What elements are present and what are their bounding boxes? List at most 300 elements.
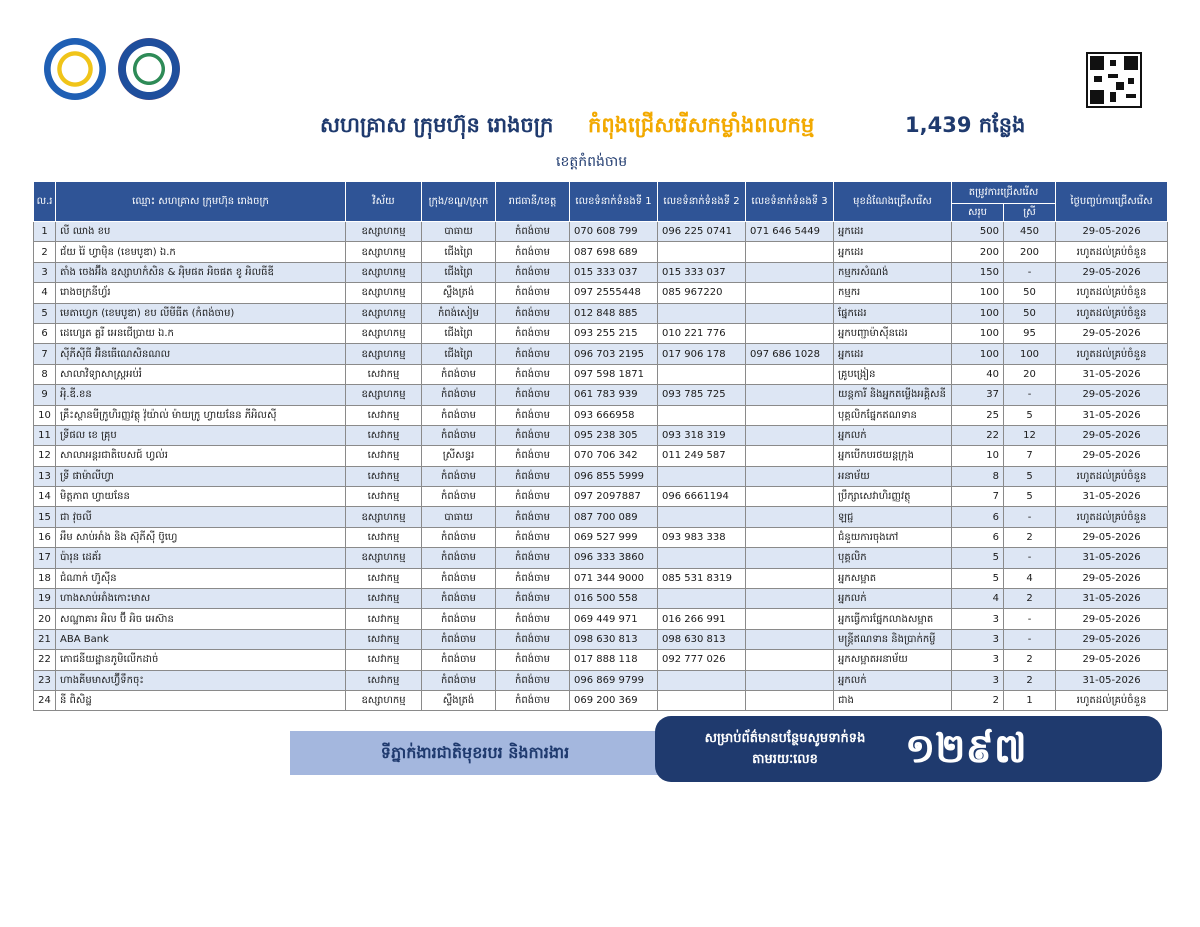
cell-position: គ្រូបង្រៀន: [834, 364, 952, 384]
cell-phone3: [746, 487, 834, 507]
cell-name: អុិ.ឌី.ខន: [56, 385, 346, 405]
cell-position: អនាម័យ: [834, 466, 952, 486]
cell-deadline: 31-05-2026: [1056, 548, 1168, 568]
cell-no: 24: [34, 690, 56, 710]
cell-district: បាធាយ: [422, 507, 496, 527]
cell-phone3: [746, 405, 834, 425]
cell-phone3: [746, 629, 834, 649]
cell-province: កំពង់ចាម: [496, 670, 570, 690]
cell-position: អ្នកលក់: [834, 589, 952, 609]
cell-total: 200: [952, 242, 1004, 262]
cell-phone2: 093 983 338: [658, 527, 746, 547]
cell-total: 6: [952, 507, 1004, 527]
cell-phone2: 085 967220: [658, 283, 746, 303]
cell-phone3: [746, 466, 834, 486]
cell-sector: ឧស្សាហកម្ម: [346, 385, 422, 405]
cell-name: ភោជនីយដ្ឋានភូមិលើកដាច់: [56, 650, 346, 670]
col-header-position: មុខដំណែងជ្រើសរើស: [834, 182, 952, 222]
cell-total: 7: [952, 487, 1004, 507]
hotline-banner: [655, 716, 1162, 782]
cell-phone3: [746, 385, 834, 405]
cell-no: 13: [34, 466, 56, 486]
cell-name: ជា វុចលី: [56, 507, 346, 527]
cell-position: អ្នកដេរ: [834, 242, 952, 262]
cell-no: 23: [34, 670, 56, 690]
cell-phone2: [658, 548, 746, 568]
cell-phone1: 015 333 037: [570, 262, 658, 282]
cell-no: 22: [34, 650, 56, 670]
cell-deadline: 29-05-2026: [1056, 262, 1168, 282]
cell-phone3: [746, 548, 834, 568]
cell-no: 17: [34, 548, 56, 568]
cell-position: កម្មករសំណង់: [834, 262, 952, 282]
cell-name: សាលាវិទ្យាសាស្ត្រអប់រំ: [56, 364, 346, 384]
cell-female: 4: [1004, 568, 1056, 588]
cell-position: យន្តការី និងអ្នកតម្លើងអគ្គិសនី: [834, 385, 952, 405]
cell-total: 40: [952, 364, 1004, 384]
cell-phone2: 093 785 725: [658, 385, 746, 405]
cell-no: 12: [34, 446, 56, 466]
page-title: [0, 110, 1200, 140]
cell-sector: ឧស្សាហកម្ម: [346, 507, 422, 527]
cell-total: 25: [952, 405, 1004, 425]
cell-total: 4: [952, 589, 1004, 609]
cell-no: 6: [34, 323, 56, 343]
table-row: [34, 548, 1168, 568]
cell-total: 37: [952, 385, 1004, 405]
cell-province: កំពង់ចាម: [496, 344, 570, 364]
cell-district: កំពង់ចាម: [422, 629, 496, 649]
cell-province: កំពង់ចាម: [496, 507, 570, 527]
cell-name: មិត្តភាព ហ្វាយនែន: [56, 487, 346, 507]
col-header-total: សរុប: [952, 204, 1004, 222]
cell-province: កំពង់ចាម: [496, 650, 570, 670]
cell-deadline: 31-05-2026: [1056, 364, 1168, 384]
cell-name: អឹម សាប់អាំង និង ស៊ុភីស៊ី ប៊ូហ្វេ: [56, 527, 346, 547]
cell-total: 100: [952, 303, 1004, 323]
cell-phone1: 097 598 1871: [570, 364, 658, 384]
cell-phone1: 061 783 939: [570, 385, 658, 405]
cell-sector: សេវាកម្ម: [346, 629, 422, 649]
hotline-label: សម្រាប់ព័ត៌មានបន្ថែមសូមទាក់ទងតាមរយៈលេខ: [704, 731, 866, 767]
cell-district: កំពង់ចាម: [422, 405, 496, 425]
cell-province: កំពង់ចាម: [496, 466, 570, 486]
cell-deadline: រហូតដល់គ្រប់ចំនួន: [1056, 344, 1168, 364]
cell-no: 14: [34, 487, 56, 507]
cell-female: -: [1004, 548, 1056, 568]
cell-province: កំពង់ចាម: [496, 690, 570, 710]
cell-female: 2: [1004, 589, 1056, 609]
cell-phone1: 070 608 799: [570, 222, 658, 242]
cell-female: 5: [1004, 487, 1056, 507]
cell-position: ប្រឹក្សាសេវាហិរញ្ញវត្ថុ: [834, 487, 952, 507]
cell-position: ជំនួយការចុងភៅ: [834, 527, 952, 547]
cell-deadline: 31-05-2026: [1056, 487, 1168, 507]
cell-phone3: [746, 568, 834, 588]
cell-province: កំពង់ចាម: [496, 446, 570, 466]
cell-name: សាលាអន្តរជាតិបេសជ៍ ហ្វល់រ: [56, 446, 346, 466]
title-recruiting: កំពុងជ្រើសរើសកម្លាំងពលកម្ម: [588, 113, 815, 137]
cell-province: កំពង់ចាម: [496, 548, 570, 568]
cell-female: 450: [1004, 222, 1056, 242]
cell-position: អ្នកដេរ: [834, 344, 952, 364]
title-organizations: សហគ្រាស ក្រុមហ៊ុន រោងចក្រ: [320, 113, 554, 137]
cell-phone3: [746, 507, 834, 527]
cell-phone3: [746, 364, 834, 384]
cell-female: -: [1004, 629, 1056, 649]
cell-phone1: 093 255 215: [570, 323, 658, 343]
cell-total: 3: [952, 629, 1004, 649]
cell-sector: សេវាកម្ម: [346, 568, 422, 588]
cell-phone2: [658, 589, 746, 609]
job-table: [33, 181, 1168, 711]
cell-phone3: [746, 242, 834, 262]
cell-district: កំពង់ចាម: [422, 385, 496, 405]
cell-total: 5: [952, 548, 1004, 568]
cell-sector: ឧស្សាហកម្ម: [346, 242, 422, 262]
table-row: [34, 283, 1168, 303]
cell-phone1: 016 500 558: [570, 589, 658, 609]
cell-province: កំពង់ចាម: [496, 589, 570, 609]
cell-district: ជើងព្រៃ: [422, 323, 496, 343]
cell-deadline: 31-05-2026: [1056, 670, 1168, 690]
cell-phone1: 017 888 118: [570, 650, 658, 670]
cell-deadline: 29-05-2026: [1056, 568, 1168, 588]
cell-phone1: 096 869 9799: [570, 670, 658, 690]
cell-sector: ឧស្សាហកម្ម: [346, 303, 422, 323]
cell-total: 3: [952, 609, 1004, 629]
cell-district: កំពង់ចាម: [422, 609, 496, 629]
cell-phone2: [658, 242, 746, 262]
cell-sector: សេវាកម្ម: [346, 405, 422, 425]
cell-name: រោងចក្រនីហ្វ័រ: [56, 283, 346, 303]
cell-deadline: 31-05-2026: [1056, 405, 1168, 425]
cell-no: 16: [34, 527, 56, 547]
cell-total: 8: [952, 466, 1004, 486]
cell-phone2: 085 531 8319: [658, 568, 746, 588]
cell-phone3: [746, 303, 834, 323]
cell-deadline: 29-05-2026: [1056, 609, 1168, 629]
cell-female: -: [1004, 609, 1056, 629]
cell-deadline: 31-05-2026: [1056, 589, 1168, 609]
cell-district: ស្ទឹងត្រង់: [422, 690, 496, 710]
cell-no: 7: [34, 344, 56, 364]
cell-province: កំពង់ចាម: [496, 283, 570, 303]
cell-district: បាធាយ: [422, 222, 496, 242]
cell-district: ជើងព្រៃ: [422, 242, 496, 262]
cell-deadline: រហូតដល់គ្រប់ចំនួន: [1056, 507, 1168, 527]
cell-position: ជាង: [834, 690, 952, 710]
cell-phone2: 010 221 776: [658, 323, 746, 343]
cell-phone1: 087 700 089: [570, 507, 658, 527]
cell-phone3: 097 686 1028: [746, 344, 834, 364]
table-row: [34, 507, 1168, 527]
cell-phone2: [658, 405, 746, 425]
table-row: [34, 446, 1168, 466]
hotline-number[interactable]: ១២៩៧: [905, 726, 1027, 772]
ministry-seal-icon: [44, 38, 106, 100]
cell-phone1: 069 527 999: [570, 527, 658, 547]
cell-position: អ្នកសម្អាត: [834, 568, 952, 588]
cell-name: តាំង ចេងអ៊ីង ឧស្សាហកំសិន & អុិមផត អិចផត ខូ អិលធីឌី: [56, 262, 346, 282]
cell-phone2: [658, 466, 746, 486]
cell-sector: ឧស្សាហកម្ម: [346, 262, 422, 282]
cell-position: អ្នកធ្វើការផ្នែកលាងសម្អាត: [834, 609, 952, 629]
cell-phone1: 071 344 9000: [570, 568, 658, 588]
cell-female: 12: [1004, 425, 1056, 445]
cell-position: កម្មករ: [834, 283, 952, 303]
cell-province: កំពង់ចាម: [496, 425, 570, 445]
cell-district: កំពង់ចាម: [422, 589, 496, 609]
cell-phone1: 096 333 3860: [570, 548, 658, 568]
cell-female: 50: [1004, 303, 1056, 323]
cell-total: 100: [952, 283, 1004, 303]
cell-province: កំពង់ចាម: [496, 303, 570, 323]
cell-phone2: 017 906 178: [658, 344, 746, 364]
cell-sector: សេវាកម្ម: [346, 425, 422, 445]
cell-phone2: 011 249 587: [658, 446, 746, 466]
cell-no: 2: [34, 242, 56, 262]
cell-position: អ្នកបើកបរថយន្តក្រុង: [834, 446, 952, 466]
cell-district: ជើងព្រៃ: [422, 344, 496, 364]
cell-total: 5: [952, 568, 1004, 588]
cell-deadline: រហូតដល់គ្រប់ចំនួន: [1056, 283, 1168, 303]
cell-female: -: [1004, 507, 1056, 527]
cell-position: អ្នកសម្អាតអនាម័យ: [834, 650, 952, 670]
table-row: [34, 629, 1168, 649]
qr-code-icon[interactable]: [1086, 52, 1142, 108]
cell-phone2: 093 318 319: [658, 425, 746, 445]
cell-phone2: [658, 670, 746, 690]
cell-phone3: [746, 283, 834, 303]
table-row: [34, 222, 1168, 242]
cell-phone3: [746, 690, 834, 710]
cell-phone3: [746, 589, 834, 609]
cell-female: 2: [1004, 670, 1056, 690]
cell-total: 3: [952, 650, 1004, 670]
cell-female: 5: [1004, 405, 1056, 425]
cell-position: បុគ្គលិក: [834, 548, 952, 568]
cell-no: 20: [34, 609, 56, 629]
col-header-province: រាជធានី/ខេត្ត: [496, 182, 570, 222]
cell-name: នី ពិសិដ្ឋ: [56, 690, 346, 710]
cell-sector: ឧស្សាហកម្ម: [346, 323, 422, 343]
cell-position: មន្ត្រីឥណទាន និងប្រាក់កម្ចី: [834, 629, 952, 649]
cell-no: 3: [34, 262, 56, 282]
cell-phone2: [658, 303, 746, 323]
cell-deadline: 29-05-2026: [1056, 222, 1168, 242]
cell-district: កំពង់ចាម: [422, 527, 496, 547]
col-header-district: ក្រុង/ខណ្ឌ/ស្រុក: [422, 182, 496, 222]
cell-deadline: រហូតដល់គ្រប់ចំនួន: [1056, 303, 1168, 323]
table-row: [34, 568, 1168, 588]
cell-deadline: រហូតដល់គ្រប់ចំនួន: [1056, 690, 1168, 710]
cell-deadline: 29-05-2026: [1056, 527, 1168, 547]
col-header-no: ល.រ: [34, 182, 56, 222]
cell-deadline: 29-05-2026: [1056, 650, 1168, 670]
cell-phone3: [746, 650, 834, 670]
cell-name: ទ្រី ផាម៉ាលីហ្វា: [56, 466, 346, 486]
cell-phone1: 096 703 2195: [570, 344, 658, 364]
province-subtitle: ខេត្តកំពង់ចាម: [556, 154, 628, 170]
cell-name: ជ័យ រ៉ៃ ហ្វាម៉ិន (ខេមបូឌា) ឯ.ក: [56, 242, 346, 262]
cell-district: កំពង់ចាម: [422, 425, 496, 445]
cell-phone1: 096 855 5999: [570, 466, 658, 486]
cell-total: 150: [952, 262, 1004, 282]
table-row: [34, 650, 1168, 670]
cell-deadline: រហូតដល់គ្រប់ចំនួន: [1056, 242, 1168, 262]
cell-phone2: 016 266 991: [658, 609, 746, 629]
cell-sector: សេវាកម្ម: [346, 466, 422, 486]
cell-name: ជំណាក់ ហ៊ូស៊ីន: [56, 568, 346, 588]
col-header-phone2: លេខទំនាក់ទំនងទី 2: [658, 182, 746, 222]
cell-female: 2: [1004, 650, 1056, 670]
table-row: [34, 589, 1168, 609]
cell-deadline: 29-05-2026: [1056, 629, 1168, 649]
cell-deadline: 29-05-2026: [1056, 425, 1168, 445]
cell-phone1: 097 2097887: [570, 487, 658, 507]
cell-district: ស្ទឹងត្រង់: [422, 283, 496, 303]
cell-name: គ្រឹះស្ថានមីក្រូហិរញ្ញវត្ថុ វ៉ុយ៉ាល់ ម៉ាយក្រូ ហ្វាយនែន ភីអិលស៊ី: [56, 405, 346, 425]
cell-sector: សេវាកម្ម: [346, 487, 422, 507]
cell-district: កំពង់ចាម: [422, 364, 496, 384]
cell-phone1: 069 200 369: [570, 690, 658, 710]
cell-no: 4: [34, 283, 56, 303]
title-positions-count: 1,439 កន្លែង: [905, 113, 1026, 137]
cell-sector: សេវាកម្ម: [346, 589, 422, 609]
agency-name-banner: ទីភ្នាក់ងារជាតិមុខរបរ និងការងារ: [290, 731, 660, 775]
table-row: [34, 487, 1168, 507]
cell-sector: សេវាកម្ម: [346, 527, 422, 547]
table-row: [34, 385, 1168, 405]
cell-name: លី ឈាង ខប: [56, 222, 346, 242]
cell-phone3: [746, 670, 834, 690]
cell-name: ដេហ្សេត គ្លរី អេនជើប្រាយ ឯ.ក: [56, 323, 346, 343]
cell-phone3: [746, 446, 834, 466]
cell-position: បុគ្គលិកផ្នែកឥណទាន: [834, 405, 952, 425]
cell-phone3: [746, 323, 834, 343]
cell-no: 15: [34, 507, 56, 527]
cell-total: 22: [952, 425, 1004, 445]
cell-phone2: 092 777 026: [658, 650, 746, 670]
table-row: [34, 609, 1168, 629]
cell-position: អ្នកលក់: [834, 670, 952, 690]
cell-position: អ្នកដេរ: [834, 222, 952, 242]
table-row: [34, 690, 1168, 710]
cell-sector: សេវាកម្ម: [346, 364, 422, 384]
cell-name: ប៉ារុន ដេគ័រ: [56, 548, 346, 568]
col-header-name: ឈ្មោះ សហគ្រាស ក្រុមហ៊ុន រោងចក្រ: [56, 182, 346, 222]
cell-female: -: [1004, 385, 1056, 405]
cell-province: កំពង់ចាម: [496, 222, 570, 242]
cell-female: 50: [1004, 283, 1056, 303]
table-row: [34, 242, 1168, 262]
cell-district: កំពង់ចាម: [422, 568, 496, 588]
cell-province: កំពង់ចាម: [496, 568, 570, 588]
cell-phone3: [746, 262, 834, 282]
cell-phone1: 069 449 971: [570, 609, 658, 629]
table-row: [34, 303, 1168, 323]
cell-province: កំពង់ចាម: [496, 323, 570, 343]
cell-phone2: [658, 507, 746, 527]
cell-total: 10: [952, 446, 1004, 466]
cell-province: កំពង់ចាម: [496, 405, 570, 425]
cell-name: ហាងគីមមាសហ្វ៊ីទឹកចុះ: [56, 670, 346, 690]
cell-sector: សេវាកម្ម: [346, 670, 422, 690]
cell-deadline: 29-05-2026: [1056, 323, 1168, 343]
table-row: [34, 344, 1168, 364]
table-row: [34, 670, 1168, 690]
cell-sector: ឧស្សាហកម្ម: [346, 548, 422, 568]
cell-no: 11: [34, 425, 56, 445]
cell-district: កំពង់ចាម: [422, 650, 496, 670]
cell-phone1: 087 698 689: [570, 242, 658, 262]
cell-deadline: រហូតដល់គ្រប់ចំនួន: [1056, 466, 1168, 486]
cell-female: 100: [1004, 344, 1056, 364]
cell-position: អ្នកលក់: [834, 425, 952, 445]
table-row: [34, 323, 1168, 343]
cell-total: 100: [952, 344, 1004, 364]
cell-name: ABA Bank: [56, 629, 346, 649]
cell-total: 3: [952, 670, 1004, 690]
cell-total: 6: [952, 527, 1004, 547]
cell-female: 95: [1004, 323, 1056, 343]
cell-district: កំពង់សៀម: [422, 303, 496, 323]
table-row: [34, 466, 1168, 486]
agency-gear-logo-icon: [118, 38, 180, 100]
cell-district: កំពង់ចាម: [422, 487, 496, 507]
cell-no: 1: [34, 222, 56, 242]
cell-female: 2: [1004, 527, 1056, 547]
cell-sector: ឧស្សាហកម្ម: [346, 690, 422, 710]
cell-province: កំពង់ចាម: [496, 527, 570, 547]
cell-deadline: 29-05-2026: [1056, 446, 1168, 466]
cell-name: ហាងសាប់អាំងកោះមាស: [56, 589, 346, 609]
cell-position: ផ្នែកដេរ: [834, 303, 952, 323]
cell-phone3: 071 646 5449: [746, 222, 834, 242]
cell-name: ស៊ីភីស៊ីធី អ៊ិនធើណេសិនណល: [56, 344, 346, 364]
cell-female: -: [1004, 262, 1056, 282]
table-row: [34, 262, 1168, 282]
cell-district: ស្រីសន្ធរ: [422, 446, 496, 466]
col-header-phone1: លេខទំនាក់ទំនងទី 1: [570, 182, 658, 222]
cell-phone1: 097 2555448: [570, 283, 658, 303]
cell-female: 200: [1004, 242, 1056, 262]
cell-no: 10: [34, 405, 56, 425]
cell-phone1: 093 666958: [570, 405, 658, 425]
col-header-female: ស្រី: [1004, 204, 1056, 222]
cell-phone2: 096 6661194: [658, 487, 746, 507]
cell-sector: ឧស្សាហកម្ម: [346, 222, 422, 242]
cell-phone1: 070 706 342: [570, 446, 658, 466]
cell-no: 21: [34, 629, 56, 649]
cell-province: កំពង់ចាម: [496, 262, 570, 282]
cell-phone2: 096 225 0741: [658, 222, 746, 242]
cell-phone2: 098 630 813: [658, 629, 746, 649]
cell-district: កំពង់ចាម: [422, 466, 496, 486]
cell-phone3: [746, 425, 834, 445]
cell-sector: ឧស្សាហកម្ម: [346, 344, 422, 364]
cell-no: 9: [34, 385, 56, 405]
cell-female: 20: [1004, 364, 1056, 384]
col-header-demand: តម្រូវការជ្រើសរើស: [952, 182, 1056, 204]
cell-deadline: 29-05-2026: [1056, 385, 1168, 405]
cell-total: 100: [952, 323, 1004, 343]
cell-position: ឡជ្ជ: [834, 507, 952, 527]
cell-province: កំពង់ចាម: [496, 609, 570, 629]
cell-name: សណ្ឋាគារ អិល ប៊ី អិច អេស៊ាន: [56, 609, 346, 629]
cell-sector: ឧស្សាហកម្ម: [346, 283, 422, 303]
